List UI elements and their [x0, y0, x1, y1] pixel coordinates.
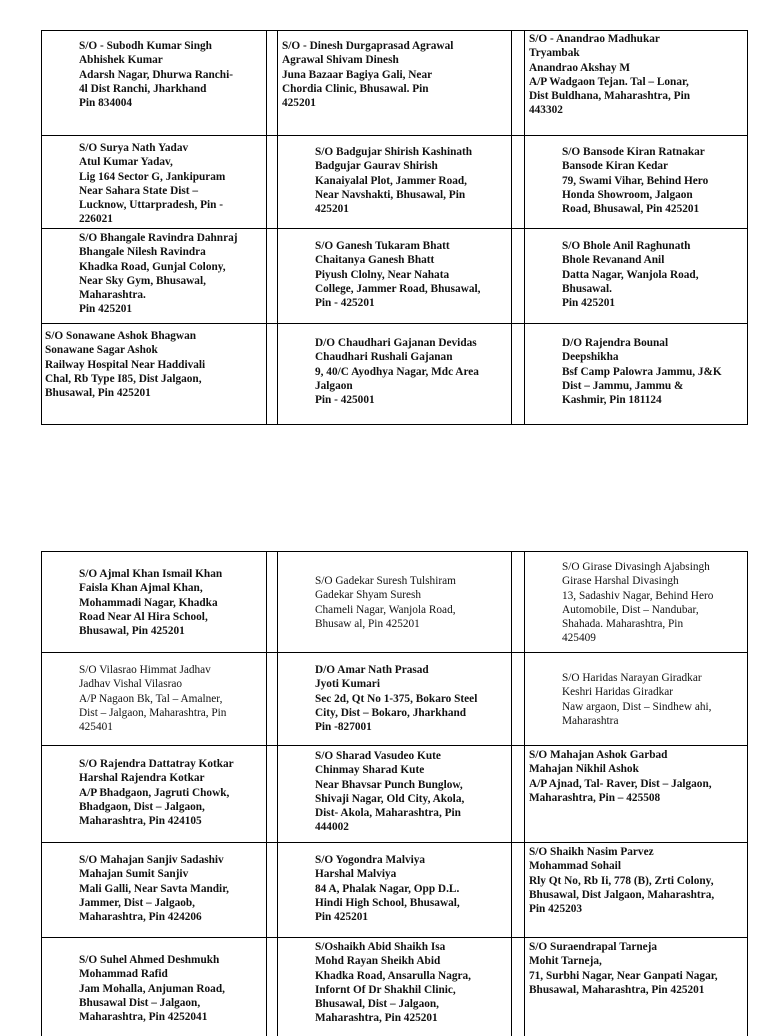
address-text: S/O Sonawane Ashok Bhagwan Sonawane Sagar Ashok Railway Hospital Near Haddivali Chal, Rb Type I85, Dist Jalgaon, Bhusawal, Pin 425201 — [45, 330, 206, 400]
column-divider — [266, 229, 278, 323]
column-divider — [266, 746, 278, 842]
address-cell — [278, 843, 511, 937]
address-text: S/O Bansode Kiran Ratnakar Bansode Kiran Kedar 79, Swami Vihar, Behind Hero Honda Showroom, Jalgaon Road, Bhusawal, Pin 425201 — [562, 146, 709, 216]
address-cell — [41, 324, 266, 424]
column-divider — [511, 746, 525, 842]
address-cell — [525, 31, 748, 135]
address-cell — [525, 653, 748, 745]
address-cell — [278, 31, 511, 135]
column-divider — [266, 843, 278, 937]
address-cell — [41, 229, 266, 323]
column-divider — [266, 324, 278, 424]
address-cell — [41, 938, 266, 1036]
address-cell — [525, 324, 748, 424]
address-table-bottom — [41, 551, 748, 1032]
address-table-top — [41, 30, 748, 425]
table-row — [41, 746, 748, 843]
address-cell — [41, 843, 266, 937]
address-text: S/O Yogondra Malviya Harshal Malviya 84 A, Phalak Nagar, Opp D.L. Hindi High School, Bhusawal, Pin 425201 — [315, 854, 460, 924]
address-text: S/O Suhel Ahmed Deshmukh Mohammad Rafid Jam Mohalla, Anjuman Road, Bhusawal Dist – Jalgaon, Maharashtra, Pin 4252041 — [79, 954, 225, 1024]
column-divider — [266, 136, 278, 228]
address-cell — [278, 324, 511, 424]
address-text: S/O Mahajan Ashok Garbad Mahajan Nikhil Ashok A/P Ajnad, Tal- Raver, Dist – Jalgaon, Maharashtra, Pin – 425508 — [529, 749, 712, 804]
address-cell — [278, 552, 511, 652]
column-divider — [511, 229, 525, 323]
table-row — [41, 324, 748, 424]
address-text: D/O Rajendra Bounal Deepshikha Bsf Camp Palowra Jammu, J&K Dist – Jammu, Jammu & Kashmir, Pin 181124 — [562, 337, 722, 407]
address-cell — [278, 229, 511, 323]
table-row — [41, 136, 748, 229]
address-text: S/O Badgujar Shirish Kashinath Badgujar Gaurav Shirish Kanaiyalal Plot, Jammer Road, Near Navshakti, Bhusawal, Pin 425201 — [315, 146, 473, 216]
address-text: S/O Ajmal Khan Ismail Khan Faisla Khan Ajmal Khan, Mohammadi Nagar, Khadka Road Near Al Hira School, Bhusawal, Pin 425201 — [79, 568, 223, 638]
address-cell — [525, 746, 748, 842]
address-text: S/O Mahajan Sanjiv Sadashiv Mahajan Sumit Sanjiv Mali Galli, Near Savta Mandir, Jammer, Dist – Jalgaob, Maharashtra, Pin 424206 — [79, 854, 229, 924]
table-row — [41, 843, 748, 938]
column-divider — [266, 31, 278, 135]
address-text: S/O Bhangale Ravindra Dahnraj Bhangale Nilesh Ravindra Khadka Road, Gunjal Colony, Near Sky Gym, Bhusawal, Maharashtra. Pin 425201 — [79, 232, 238, 316]
column-divider — [511, 136, 525, 228]
address-text: S/O Girase Divasingh Ajabsingh Girase Harshal Divasingh 13, Sadashiv Nagar, Behind Hero Automobile, Dist – Nandubar, Shahada. Maharashtra, Pin 425409 — [562, 561, 714, 645]
column-divider — [511, 843, 525, 937]
address-text: S/O Suraendrapal Tarneja Mohit Tarneja, 71, Surbhi Nagar, Near Ganpati Nagar, Bhusawal, Maharashtra, Pin 425201 — [529, 941, 718, 996]
address-text: S/O Ganesh Tukaram Bhatt Chaitanya Ganesh Bhatt Piyush Clolny, Near Nahata College, Jammer Road, Bhusawal, Pin - 425201 — [315, 240, 481, 310]
column-divider — [266, 938, 278, 1036]
address-cell — [525, 136, 748, 228]
address-text: S/O Surya Nath Yadav Atul Kumar Yadav, Lig 164 Sector G, Jankipuram Near Sahara State Dist – Lucknow, Uttarpradesh, Pin - 226021 — [79, 142, 226, 226]
address-cell — [41, 746, 266, 842]
address-text: S/O Gadekar Suresh Tulshiram Gadekar Shyam Suresh Chameli Nagar, Wanjola Road, Bhusaw al, Pin 425201 — [315, 575, 456, 630]
address-cell — [41, 136, 266, 228]
address-text: S/O - Dinesh Durgaprasad Agrawal Agrawal Shivam Dinesh Juna Bazaar Bagiya Gali, Near Chordia Clinic, Bhusawal. Pin 425201 — [282, 40, 454, 110]
table-row — [41, 31, 748, 136]
address-text: S/O Vilasrao Himmat Jadhav Jadhav Vishal Vilasrao A/P Nagaon Bk, Tal – Amalner, Dist – Jalgaon, Maharashtra, Pin 425401 — [79, 664, 227, 734]
address-text: S/O Shaikh Nasim Parvez Mohammad Sohail Rly Qt No, Rb Ii, 778 (B), Zrti Colony, Bhusawal, Dist Jalgaon, Maharashtra, Pin 425203 — [529, 846, 715, 916]
address-text: S/O - Subodh Kumar Singh Abhishek Kumar Adarsh Nagar, Dhurwa Ranchi- 4l Dist Ranchi, Jharkhand Pin 834004 — [79, 40, 233, 110]
address-cell — [278, 136, 511, 228]
address-text: S/O Sharad Vasudeo Kute Chinmay Sharad Kute Near Bhavsar Punch Bunglow, Shivaji Nagar, Old City, Akola, Dist- Akola, Maharashtra, Pin 444002 — [315, 750, 465, 834]
address-text: S/O - Anandrao Madhukar Tryambak Anandrao Akshay M A/P Wadgaon Tejan. Tal – Lonar, Dist Buldhana, Maharashtra, Pin 443302 — [529, 33, 691, 117]
table-row — [41, 938, 748, 1036]
address-cell — [278, 746, 511, 842]
column-divider — [511, 653, 525, 745]
address-cell — [525, 843, 748, 937]
address-cell — [41, 552, 266, 652]
address-text: S/Oshaikh Abid Shaikh Isa Mohd Rayan Sheikh Abid Khadka Road, Ansarulla Nagra, Infornt Of Dr Shakhil Clinic, Bhusawal, Dist – Jalgaon, Maharashtra, Pin 425201 — [315, 941, 471, 1025]
column-divider — [266, 653, 278, 745]
address-text: S/O Bhole Anil Raghunath Bhole Revanand Anil Datta Nagar, Wanjola Road, Bhusawal. Pin 425201 — [562, 240, 699, 310]
column-divider — [511, 31, 525, 135]
address-text: S/O Rajendra Dattatray Kotkar Harshal Rajendra Kotkar A/P Bhadgaon, Jagruti Chowk, Bhadgaon, Dist – Jalgaon, Maharashtra, Pin 424105 — [79, 758, 234, 828]
column-divider — [511, 552, 525, 652]
table-row — [41, 653, 748, 746]
address-text: S/O Haridas Narayan Giradkar Keshri Haridas Giradkar Naw argaon, Dist – Sindhew ahi, Maharashtra — [562, 672, 712, 727]
table-row — [41, 552, 748, 653]
address-text: D/O Amar Nath Prasad Jyoti Kumari Sec 2d, Qt No 1-375, Bokaro Steel City, Dist – Bokaro, Jharkhand Pin -827001 — [315, 664, 478, 734]
address-cell — [525, 938, 748, 1036]
column-divider — [511, 938, 525, 1036]
column-divider — [266, 552, 278, 652]
address-cell — [278, 938, 511, 1036]
address-cell — [525, 552, 748, 652]
address-cell — [525, 229, 748, 323]
address-text: D/O Chaudhari Gajanan Devidas Chaudhari Rushali Gajanan 9, 40/C Ayodhya Nagar, Mdc Area Jalgaon Pin - 425001 — [315, 337, 479, 407]
address-cell — [41, 653, 266, 745]
address-cell — [278, 653, 511, 745]
column-divider — [511, 324, 525, 424]
address-cell — [41, 31, 266, 135]
table-row — [41, 229, 748, 324]
